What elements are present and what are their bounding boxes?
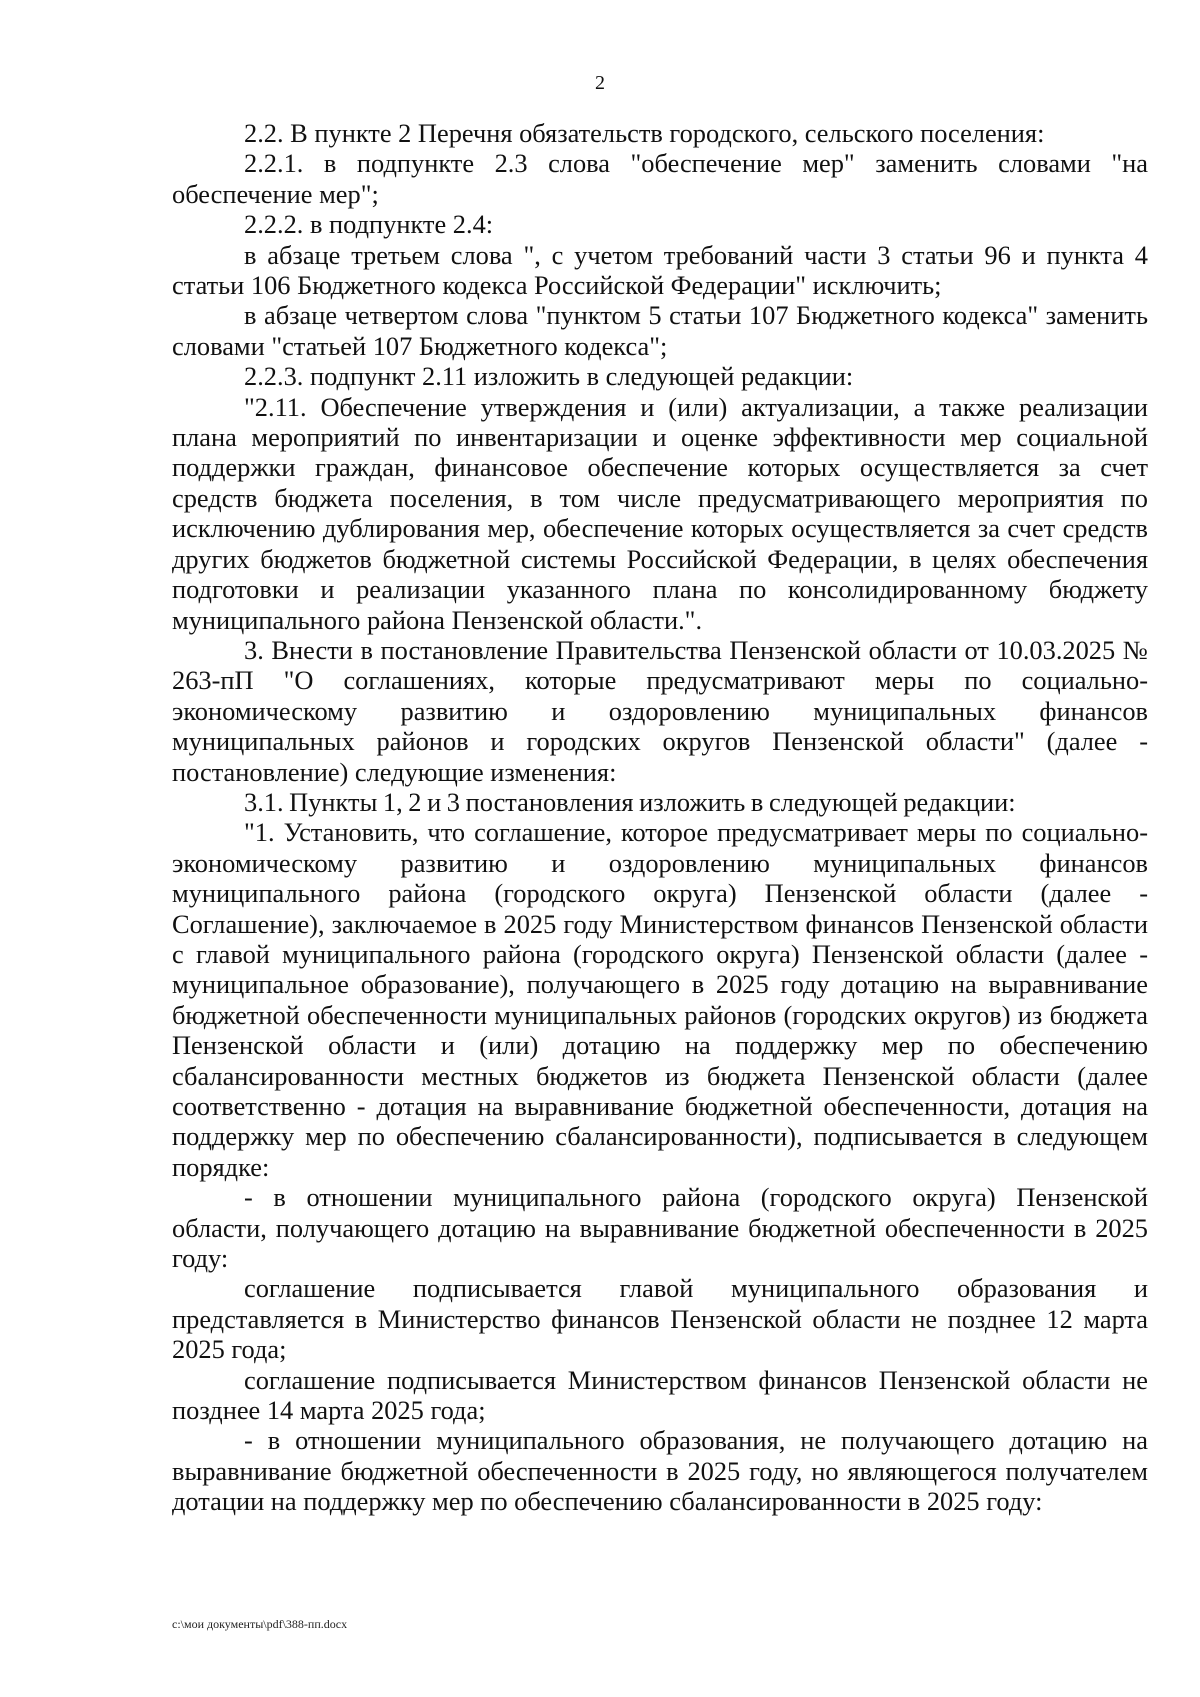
paragraph-2-2: 2.2. В пункте 2 Перечня обязательств городского, сельского поселения: xyxy=(244,118,1045,148)
paragraph-1-text: "1. Установить, что соглашение, которое предусматривает меры по социально-экономическому развитию и оздоровлению муниципальных финансов муниципального района (городского округа) Пензенской области (далее - Соглашение), заключаемое в 2025 году Министерством финансов Пензенской области с главой муниципального района (городского округа) Пензенской области (далее - муниципальное образование), получающего в 2025 году дотацию на выравнивание бюджетной обеспеченности муниципальных районов (городских округов) из бюджета Пензенской области и (или) дотацию на поддержку мер по обеспечению сбалансированности местных бюджетов из бюджета Пензенской области (далее соответственно - дотация на выравнивание бюджетной обеспеченности, дотация на поддержку мер по обеспечению сбалансированности), подписывается в следующем порядке: xyxy=(172,817,1148,1182)
paragraph-signing-1: соглашение подписывается главой муниципального образования и представляется в Министерство финансов Пензенской области не позднее 12 марта 2025 года; xyxy=(172,1273,1148,1365)
document-body xyxy=(172,118,1148,1517)
paragraph-2-2-3: 2.2.3. подпункт 2.11 изложить в следующей редакции: xyxy=(244,361,854,392)
paragraph-list-item-1: - в отношении муниципального района (городского округа) Пензенской области, получающего дотацию на выравнивание бюджетной обеспеченности в 2025 году: xyxy=(172,1182,1148,1274)
paragraph-list-item-2: - в отношении муниципального образования, не получающего дотацию на выравнивание бюджетной обеспеченности в 2025 году, но являющегося получателем дотации на поддержку мер по обеспечению сбалансированности в 2025 году: xyxy=(172,1425,1148,1517)
paragraph-2-11-text: "2.11. Обеспечение утверждения и (или) актуализации, а также реализации плана мероприятий по инвентаризации и оценке эффективности мер социальной поддержки граждан, финансовое обеспечение которых осуществляется за счет средств бюджета поселения, в том числе предусматривающего мероприятия по исключению дублирования мер, обеспечение которых осуществляется за счет средств других бюджетов бюджетной системы Российской Федерации, в целях обеспечения подготовки и реализации указанного плана по консолидированному бюджету муниципального района Пензенской области.". xyxy=(172,391,1148,635)
paragraph-abzac-fourth: в абзаце четвертом слова "пунктом 5 статьи 107 Бюджетного кодекса" заменить словами "статьей 107 Бюджетного кодекса"; xyxy=(172,300,1148,361)
paragraph-3-1: 3.1. Пункты 1, 2 и 3 постановления изложить в следующей редакции: xyxy=(244,786,1016,817)
footer-file-path: c:\мои документы\pdf\388-пп.docx xyxy=(172,1617,348,1631)
paragraph-abzac-third: в абзаце третьем слова ", с учетом требований части 3 статьи 96 и пункта 4 статьи 106 Бюджетного кодекса Российской Федерации" исключить; xyxy=(172,239,1148,301)
paragraph-3: 3. Внести в постановление Правительства Пензенской области от 10.03.2025 № 263-пП "О соглашениях, которые предусматривают меры по социально-экономическому развитию и оздоровлению муниципальных финансов муниципальных районов и городских округов Пензенской области" (далее - постановление) следующие изменения: xyxy=(172,634,1148,787)
paragraph-signing-2: соглашение подписывается Министерством финансов Пензенской области не позднее 14 марта 2025 года; xyxy=(172,1364,1148,1426)
page-number: 2 xyxy=(595,72,605,94)
paragraph-2-2-1: 2.2.1. в подпункте 2.3 слова "обеспечение мер" заменить словами "на обеспечение мер"; xyxy=(172,148,1148,209)
paragraph-2-2-2: 2.2.2. в подпункте 2.4: xyxy=(244,209,494,240)
